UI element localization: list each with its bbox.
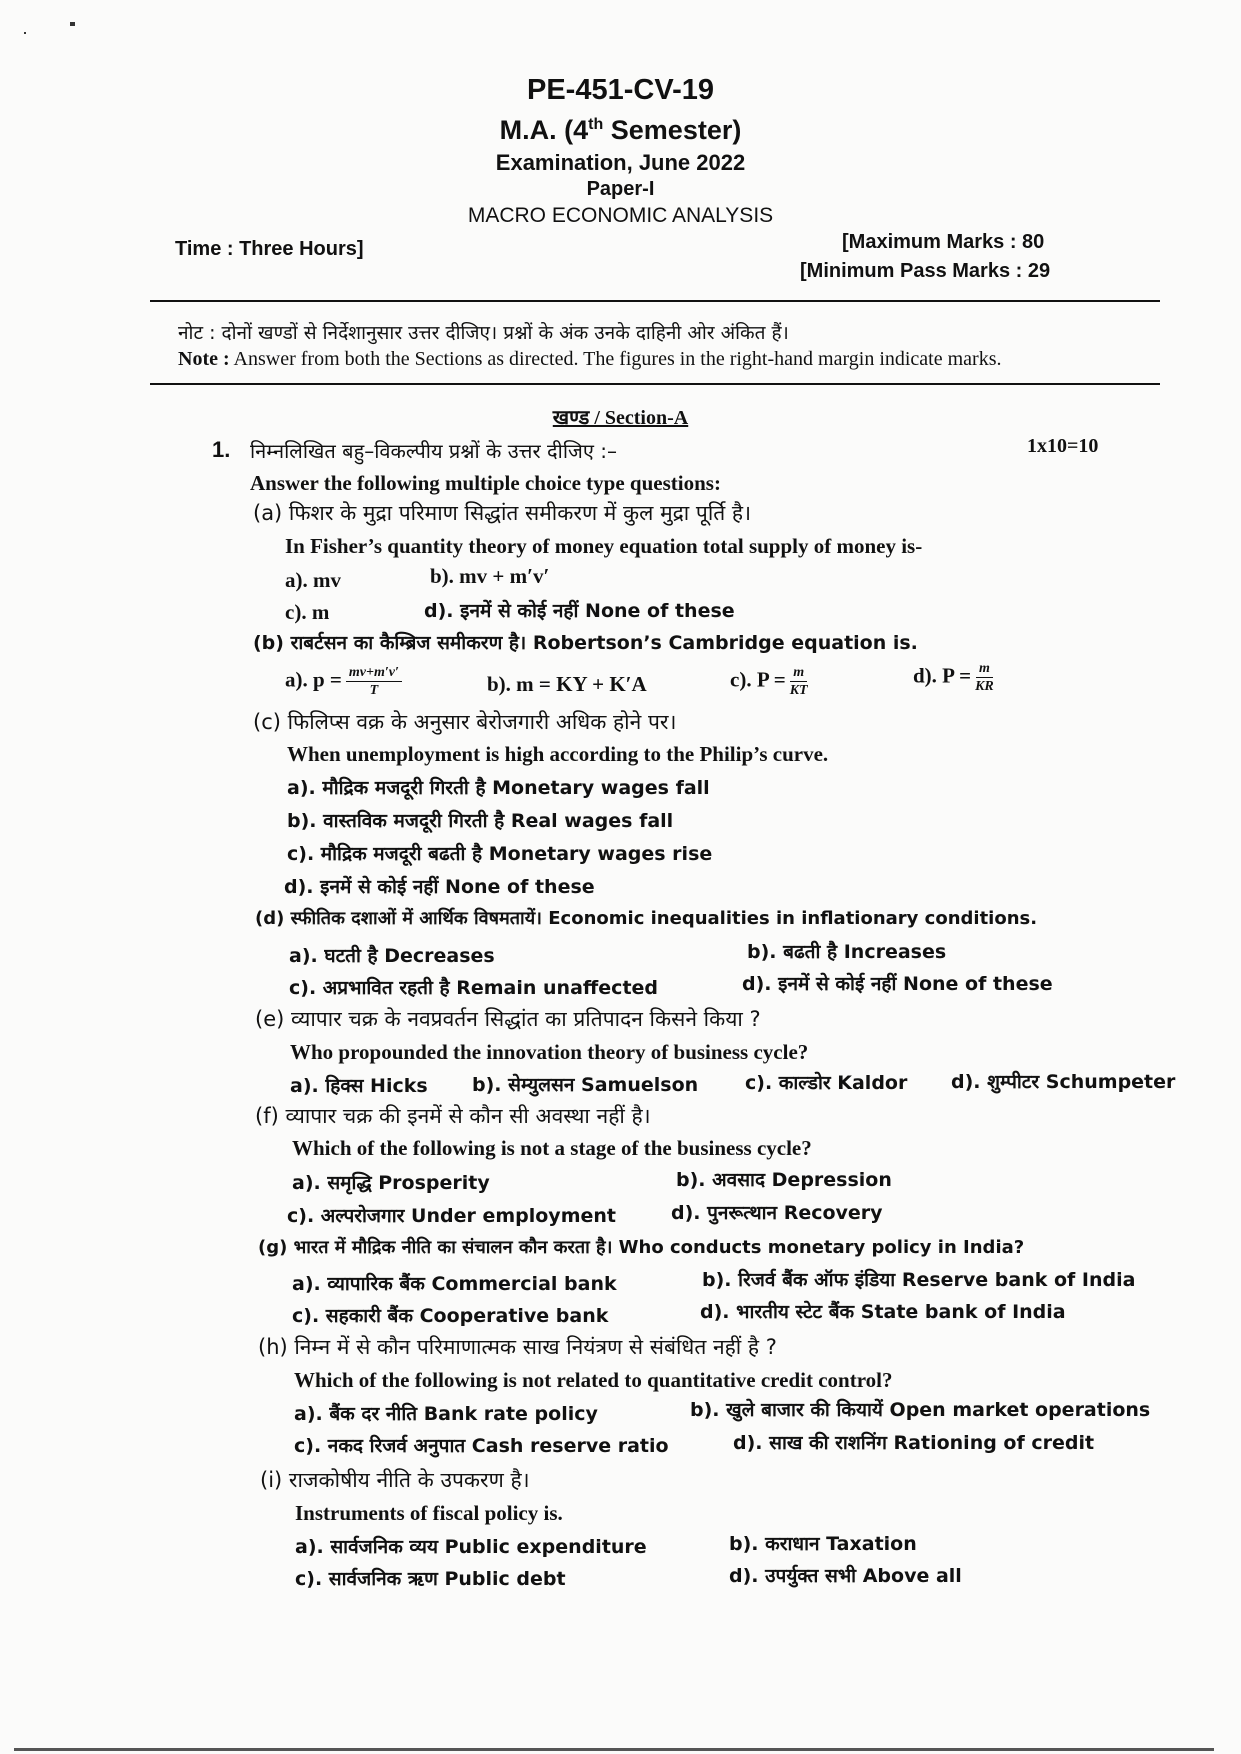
qf-option-a: a). समृद्धि Prosperity: [292, 1172, 490, 1194]
qb-text: (b) राबर्टसन का कैम्ब्रिज समीकरण है। Robertson’s Cambridge equation is.: [253, 632, 918, 654]
note-hindi: नोट : दोनों खण्डों से निर्देशानुसार उत्तर दीजिए। प्रश्नों के अंक उनके दाहिनी ओर अंकित हैं।: [178, 322, 789, 344]
degree-title: M.A. (4th Semester): [499, 115, 742, 145]
qd-text: (d) स्फीतिक दशाओं में आर्थिक विषमतायें। Economic inequalities in inflationary conditions.: [255, 908, 1038, 929]
qc-option-b: b). वास्तविक मजदूरी गिरती है Real wages fall: [287, 810, 674, 832]
qb-option-b: b). m = KY + K′A: [487, 672, 647, 696]
qc-option-a: a). मौद्रिक मजदूरी गिरती है Monetary wages fall: [287, 777, 710, 799]
max-marks: [Maximum Marks : 80: [842, 231, 1045, 253]
qg-text: (g) भारत में मौद्रिक नीति का संचालन कौन करता है। Who conducts monetary policy in India?: [258, 1237, 1025, 1258]
qb-option-a: a). p = $\frac{mv+m'v'}{T}$: [285, 664, 402, 699]
qc-option-c: c). मौद्रिक मजदूरी बढती है Monetary wages rise: [287, 843, 713, 865]
qg-option-a: a). व्यापारिक बैंक Commercial bank: [292, 1273, 617, 1295]
qh-option-a: a). बैंक दर नीति Bank rate policy: [294, 1403, 598, 1425]
qh-option-c: c). नकद रिजर्व अनुपात Cash reserve ratio: [294, 1435, 669, 1457]
qe-option-a: a). हिक्स Hicks: [290, 1075, 428, 1097]
qf-option-c: c). अल्परोजगार Under employment: [287, 1205, 616, 1227]
qf-english: Which of the following is not a stage of the business cycle?: [292, 1136, 812, 1160]
q1-instruction-english: Answer the following multiple choice type questions:: [250, 471, 721, 495]
qi-option-d: d). उपर्युक्त सभी Above all: [729, 1565, 962, 1587]
scan-speck: [24, 32, 26, 34]
qh-option-b: b). खुले बाजार की कियायें Open market operations: [690, 1399, 1151, 1421]
question-number: 1.: [212, 437, 231, 462]
qd-option-c: c). अप्रभावित रहती है Remain unaffected: [289, 977, 659, 999]
qa-english: In Fisher’s quantity theory of money equation total supply of money is-: [285, 534, 923, 558]
qg-option-b: b). रिजर्व बैंक ऑफ इंडिया Reserve bank of India: [702, 1269, 1136, 1291]
qi-english: Instruments of fiscal policy is.: [295, 1501, 563, 1525]
divider-top: [150, 300, 1160, 302]
q1-instruction-hindi: निम्नलिखित बहु–विकल्पीय प्रश्नों के उत्तर दीजिए :–: [250, 439, 618, 463]
qi-option-c: c). सार्वजनिक ऋण Public debt: [295, 1568, 566, 1590]
qh-hindi: (h) निम्न में से कौन परिमाणात्मक साख नियंत्रण से संबंधित नहीं है ?: [258, 1335, 777, 1359]
qa-option-a: a). mv: [285, 568, 341, 592]
qf-option-b: b). अवसाद Depression: [676, 1169, 892, 1191]
qg-option-d: d). भारतीय स्टेट बैंक State bank of India: [700, 1301, 1066, 1323]
note-english: Note : Answer from both the Sections as directed. The figures in the right-hand margin indicate marks.: [178, 348, 1002, 370]
qe-option-c: c). काल्डोर Kaldor: [745, 1072, 908, 1094]
scan-speck: [70, 22, 75, 26]
qc-english: When unemployment is high according to the Philip’s curve.: [287, 742, 829, 766]
qb-option-c: c). P = $\frac{m}{KT}$: [730, 665, 808, 698]
qb-option-d: d). P = $\frac{m}{KR}$: [913, 661, 994, 694]
section-heading: खण्ड / Section-A: [552, 407, 689, 429]
time-label: Time : Three Hours]: [175, 238, 364, 260]
qc-option-d: d). इनमें से कोई नहीं None of these: [284, 876, 595, 898]
qe-option-d: d). शुम्पीटर Schumpeter: [951, 1071, 1176, 1093]
subject-title: MACRO ECONOMIC ANALYSIS: [467, 204, 774, 227]
qf-hindi: (f) व्यापार चक्र की इनमें से कौन सी अवस्था नहीं है।: [255, 1104, 651, 1128]
q1-marks: 1x10=10: [1027, 435, 1099, 457]
qi-option-a: a). सार्वजनिक व्यय Public expenditure: [295, 1536, 647, 1558]
qa-option-c: c). m: [285, 600, 330, 624]
exam-title: Examination, June 2022: [495, 150, 746, 175]
qe-english: Who propounded the innovation theory of business cycle?: [290, 1040, 809, 1064]
qh-option-d: d). साख की राशनिंग Rationing of credit: [733, 1432, 1095, 1454]
divider-bottom: [150, 383, 1160, 385]
qc-hindi: (c) फिलिप्स वक्र के अनुसार बेरोजगारी अधिक होने पर।: [253, 710, 677, 734]
min-pass-marks: [Minimum Pass Marks : 29: [800, 260, 1051, 282]
qe-option-b: b). सेम्युलसन Samuelson: [472, 1074, 699, 1096]
qi-option-b: b). कराधान Taxation: [729, 1533, 917, 1555]
qa-hindi: (a) फिशर के मुद्रा परिमाण सिद्धांत समीकरण में कुल मुद्रा पूर्ति है।: [253, 501, 752, 525]
qd-option-d: d). इनमें से कोई नहीं None of these: [742, 973, 1053, 995]
qi-hindi: (i) राजकोषीय नीति के उपकरण है।: [260, 1468, 530, 1492]
qg-option-c: c). सहकारी बैंक Cooperative bank: [292, 1305, 609, 1327]
scan-edge: [14, 1748, 1214, 1751]
qd-option-b: b). बढती है Increases: [747, 941, 947, 963]
qd-option-a: a). घटती है Decreases: [289, 945, 495, 967]
qf-option-d: d). पुनरूत्थान Recovery: [671, 1202, 883, 1224]
qa-option-d: d). इनमें से कोई नहीं None of these: [424, 600, 735, 622]
qa-option-b: b). mv + m′v′: [430, 564, 550, 588]
qh-english: Which of the following is not related to quantitative credit control?: [294, 1368, 893, 1392]
paper-number: Paper-I: [586, 178, 655, 200]
qe-hindi: (e) व्यापार चक्र के नवप्रवर्तन सिद्धांत का प्रतिपादन किसने किया ?: [255, 1007, 761, 1031]
paper-code: PE-451-CV-19: [527, 74, 714, 106]
